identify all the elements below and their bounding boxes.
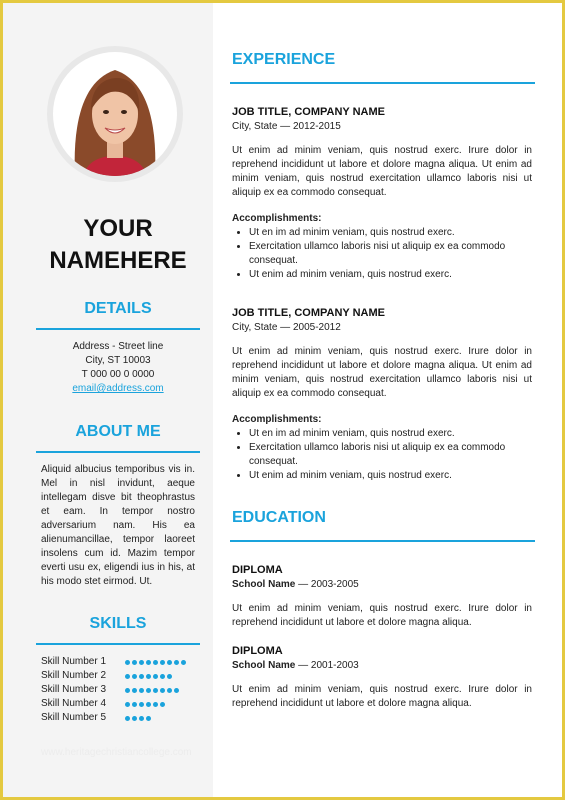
- skill-dot: [139, 702, 144, 707]
- accomplishment-item: • Ut enim ad minim veniam, quis nostrud exerc.: [249, 268, 532, 282]
- accomplishments-label: Accomplishments:: [232, 414, 322, 425]
- profile-photo-icon: [53, 52, 177, 176]
- school-name: School Name: [232, 579, 296, 590]
- details-heading: DETAILS: [84, 300, 152, 317]
- job-meta: City, State — 2005-2012: [232, 322, 341, 333]
- school-name: School Name: [232, 660, 296, 671]
- accomplishment-item: • Exercitation ullamco laboris nisi ut aliquip ex ea commodo consequat.: [249, 441, 532, 469]
- about-divider: [36, 451, 200, 453]
- accomplishments-list: [232, 427, 532, 483]
- experience-heading: EXPERIENCE: [232, 51, 336, 68]
- education-description: Ut enim ad minim veniam, quis nostrud exerc. Irure dolor in reprehend incididunt ut labore et dolore magna aliqua.: [232, 684, 532, 709]
- skill-level-dots: [125, 660, 188, 666]
- skill-dot: [153, 660, 158, 665]
- skill-row: [41, 670, 201, 684]
- skill-row: [41, 656, 201, 670]
- skill-label: Skill Number 2: [41, 670, 107, 681]
- city-line: City, ST 10003: [85, 355, 151, 366]
- skill-label: Skill Number 5: [41, 712, 107, 723]
- skill-label: Skill Number 4: [41, 698, 107, 709]
- email-link[interactable]: email@address.com: [72, 383, 164, 394]
- skill-dot: [181, 660, 186, 665]
- job-description: Ut enim ad minim veniam, quis nostrud exerc. Irure dolor in reprehend incididunt ut labore et dolore magna aliqua. Ut enim ad minim veniam, quis nostrud exercitation ullamco laboris nisi ut aliquip ex ea commodo consequat.: [232, 145, 532, 198]
- skills-list: [41, 656, 201, 726]
- skill-row: [41, 684, 201, 698]
- accomplishments-list: [232, 226, 532, 282]
- education-heading: EDUCATION: [232, 509, 326, 526]
- phone-line: T 000 00 0 0000: [81, 369, 155, 380]
- skill-dot: [132, 702, 137, 707]
- skill-dot: [139, 716, 144, 721]
- skill-row: [41, 698, 201, 712]
- skill-dot: [167, 660, 172, 665]
- skill-dot: [160, 702, 165, 707]
- school-line: [232, 578, 532, 592]
- skill-level-dots: [125, 716, 153, 722]
- skill-dot: [146, 688, 151, 693]
- skill-dot: [139, 688, 144, 693]
- address-line: Address - Street line: [72, 341, 164, 352]
- job-entry: [232, 305, 532, 483]
- skills-heading: SKILLS: [89, 615, 147, 632]
- education-description: Ut enim ad minim veniam, quis nostrud exerc. Irure dolor in reprehend incididunt ut labore et dolore magna aliqua.: [232, 603, 532, 628]
- accomplishments-label: Accomplishments:: [232, 213, 322, 224]
- skill-dot: [125, 716, 130, 721]
- job-meta: City, State — 2012-2015: [232, 121, 341, 132]
- job-description: Ut enim ad minim veniam, quis nostrud exerc. Irure dolor in reprehend incididunt ut labore et dolore magna aliqua. Ut enim ad minim veniam, quis nostrud exercitation ullamco laboris nisi ut aliquip ex ea commodo consequat.: [232, 346, 532, 399]
- degree-title: DIPLOMA: [232, 645, 283, 657]
- education-entry: [232, 643, 532, 711]
- skill-dot: [146, 674, 151, 679]
- skill-dot: [132, 660, 137, 665]
- skill-dot: [125, 702, 130, 707]
- name-line-2: NAMEHERE: [49, 247, 187, 274]
- about-heading: ABOUT ME: [75, 423, 161, 440]
- skill-dot: [146, 702, 151, 707]
- skills-divider: [36, 643, 200, 645]
- experience-divider: [230, 82, 535, 84]
- skill-level-dots: [125, 688, 181, 694]
- skill-dot: [174, 688, 179, 693]
- job-title: JOB TITLE, COMPANY NAME: [232, 106, 385, 118]
- job-title: JOB TITLE, COMPANY NAME: [232, 307, 385, 319]
- skill-dot: [153, 702, 158, 707]
- education-divider: [230, 540, 535, 542]
- skill-dot: [139, 674, 144, 679]
- skill-dot: [160, 674, 165, 679]
- skill-dot: [167, 674, 172, 679]
- skill-dot: [132, 674, 137, 679]
- skill-dot: [160, 660, 165, 665]
- skill-dot: [125, 660, 130, 665]
- skill-dot: [146, 716, 151, 721]
- skill-dot: [146, 660, 151, 665]
- skill-dot: [132, 716, 137, 721]
- skill-dot: [174, 660, 179, 665]
- skill-level-dots: [125, 674, 174, 680]
- full-name: [3, 213, 233, 277]
- resume-page: [3, 3, 562, 797]
- details-block: [36, 340, 200, 396]
- profile-photo: [47, 46, 183, 182]
- school-years: — 2001-2003: [295, 660, 359, 671]
- school-years: — 2003-2005: [295, 579, 359, 590]
- skill-dot: [160, 688, 165, 693]
- skill-dot: [125, 688, 130, 693]
- job-entry: [232, 104, 532, 282]
- skill-dot: [125, 674, 130, 679]
- skill-dot: [153, 674, 158, 679]
- watermark: www.heritagechristiancollege.com: [41, 747, 192, 758]
- school-line: [232, 659, 532, 673]
- skill-dot: [132, 688, 137, 693]
- skill-dot: [167, 688, 172, 693]
- about-text: Aliquid albucius temporibus vis in. Mel in nisl invidunt, aeque intellegam disve bit theophrastus et eam. In tempor nostro adversarium nam. His ea alienumancillae, tempor laoreet insolens cum id. Mazim tempor everti usu ex, eligendi ius in his, at his modo stet eirmod. Ut.: [41, 464, 195, 587]
- skill-dot: [153, 688, 158, 693]
- skill-row: [41, 712, 201, 726]
- accomplishment-item: • Ut en im ad minim veniam, quis nostrud exerc.: [249, 226, 532, 240]
- skill-label: Skill Number 1: [41, 656, 107, 667]
- degree-title: DIPLOMA: [232, 564, 283, 576]
- accomplishment-item: • Ut en im ad minim veniam, quis nostrud exerc.: [249, 427, 532, 441]
- main-column: [230, 3, 535, 797]
- accomplishment-item: • Exercitation ullamco laboris nisi ut aliquip ex ea commodo consequat.: [249, 240, 532, 268]
- skill-dot: [139, 660, 144, 665]
- accomplishment-item: • Ut enim ad minim veniam, quis nostrud exerc.: [249, 469, 532, 483]
- name-line-1: YOUR: [83, 215, 153, 242]
- sidebar: [3, 3, 213, 797]
- education-entry: [232, 562, 532, 630]
- details-divider: [36, 328, 200, 330]
- skill-label: Skill Number 3: [41, 684, 107, 695]
- skill-level-dots: [125, 702, 167, 708]
